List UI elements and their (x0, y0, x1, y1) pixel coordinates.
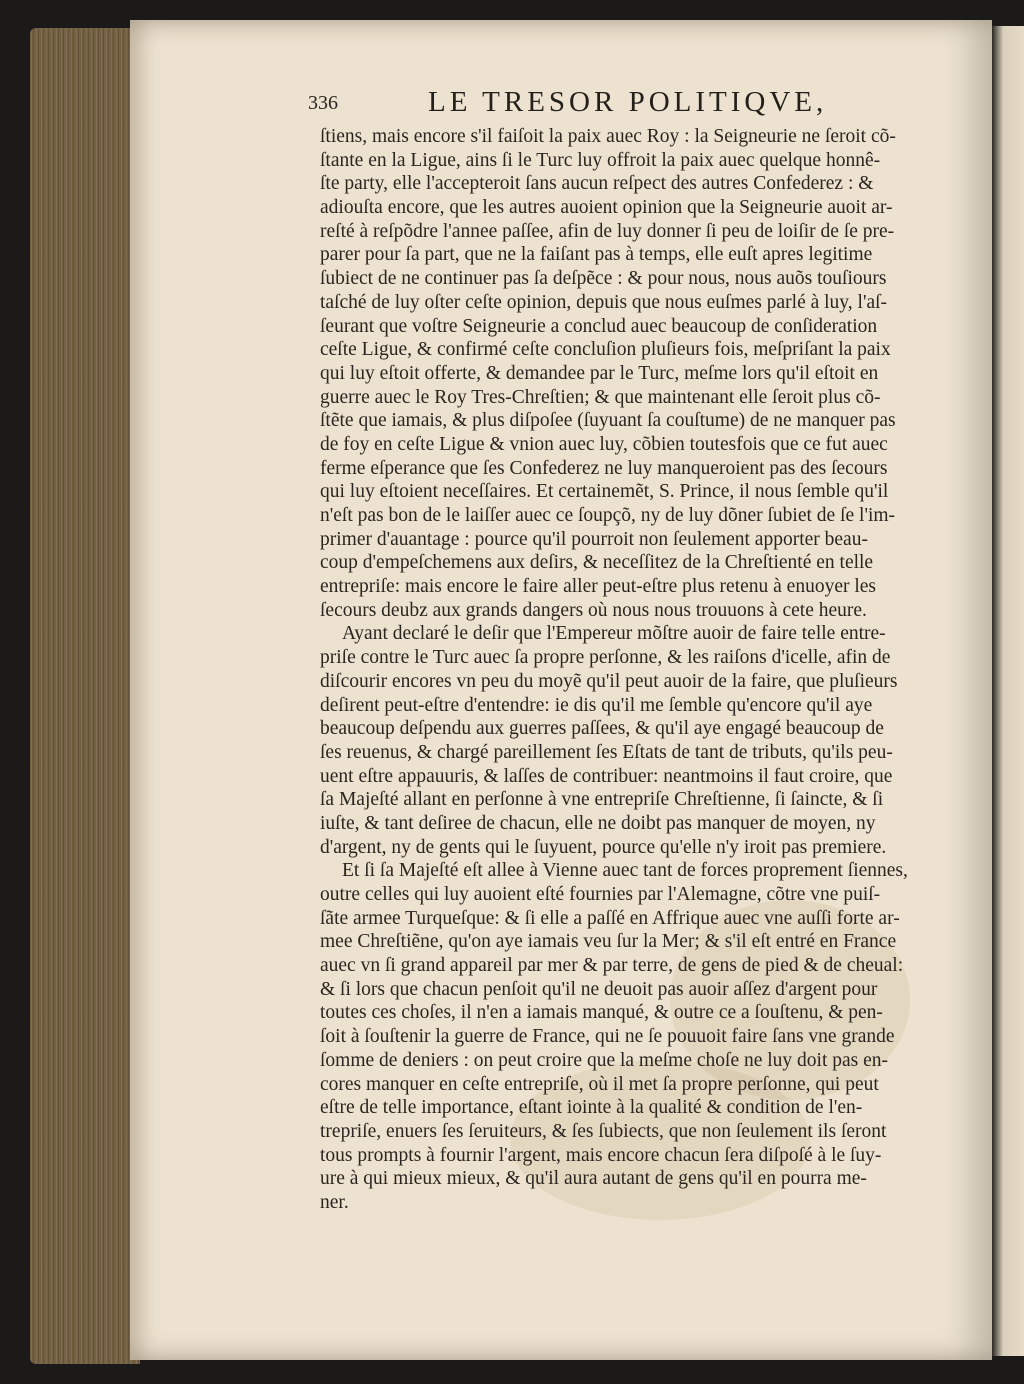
page-number: 336 (308, 92, 338, 114)
text-line: guerre auec le Roy Tres-Chreſtien; & que maintenant elle ſeroit plus cõ- (320, 386, 881, 408)
text-line: ſa Majeſté allant en perſonne à vne entrepriſe Chreſtienne, ſi ſaincte, & ſi (320, 789, 884, 811)
text-line: deſirent peut-eſtre d'entendre: ie dis qu'il me ſemble qu'encore qu'il aye (320, 694, 873, 716)
text-line: diſcourir encores vn peu du moyẽ qu'il peut auoir de la faire, que pluſieurs (320, 670, 898, 692)
text-line: ſtẽte que iamais, & plus diſpoſee (ſuyuant ſa couſtume) de ne manquer pas (320, 410, 896, 432)
text-line: coup d'empeſchemens aux deſirs, & neceſſitez de la Chreſtienté en telle (320, 552, 874, 574)
text-line: ceſte Ligue, & confirmé ceſte concluſion pluſieurs fois, meſpriſant la paix (320, 339, 891, 361)
body-text (320, 125, 960, 1213)
text-line: trepriſe, enuers ſes ſeruiteurs, & ſes ſubiects, que non ſeulement ils ſeront (320, 1120, 887, 1142)
text-line: eſtre de telle importance, eſtant iointe à la qualité & condition de l'en- (320, 1097, 863, 1119)
text-line: ſtiens, mais encore s'il faiſoit la paix auec Roy : la Seigneurie ne ſeroit cõ- (320, 126, 896, 147)
text-line: toutes ces choſes, il n'en a iamais manqué, & outre ce a ſouſtenu, & pen- (320, 1002, 883, 1024)
text-line: adiouſta encore, que les autres auoient opinion que la Seigneurie auoit ar- (320, 197, 893, 219)
text-line: ſte party, elle l'accepteroit ſans aucun reſpect des autres Confederez : & (320, 173, 874, 195)
text-line: mee Chreſtiẽne, qu'on aye iamais veu ſur la Mer; & s'il eſt entré en France (320, 931, 897, 953)
text-line: ſeurant que voſtre Seigneurie a conclud auec beaucoup de conſideration (320, 315, 878, 337)
paragraph-start-line: Ayant declaré le deſir que l'Empereur mõſtre auoir de faire telle entre- (342, 623, 886, 645)
text-line: ſecours deubz aux grands dangers où nous nous trouuons à cete heure. (320, 599, 867, 621)
text-line: tous prompts à fournir l'argent, mais encore chacun ſera diſpoſé à le ſuy- (320, 1144, 882, 1166)
text-line: beaucoup deſpendu aux guerres paſſees, & qu'il aye engagé beaucoup de (320, 718, 884, 740)
book-fore-edge (30, 28, 140, 1364)
text-line: cores manquer en ceſte entrepriſe, où il met ſa propre perſonne, qui peut (320, 1073, 879, 1095)
text-line: n'eſt pas bon de le laiſſer auec ce ſoupçõ, ny de luy dõner ſubiet de ſe l'im- (320, 505, 896, 526)
text-line: primer d'auantage : pource qu'il pourroit non ſeulement apporter beau- (320, 528, 868, 550)
text-line: parer pour ſa part, que ne la faiſant pas à temps, elle euſt apres legitime (320, 244, 873, 266)
text-line: ſes reuenus, & chargé pareillement ſes Eſtats de tant de tributs, qu'ils peu- (320, 741, 893, 763)
running-head (308, 86, 948, 126)
text-line: outre celles qui luy auoient eſté fournies par l'Alemagne, cõtre vne puiſ- (320, 884, 881, 905)
text-line: qui luy eſtoient neceſſaires. Et certainemẽt, S. Prince, il nous ſemble qu'il (320, 481, 889, 503)
text-line: ſoit à ſouſtenir la guerre de France, qui ne ſe pouuoit faire ſans vne grande (320, 1026, 895, 1048)
text-line: ſubiect de ne continuer pas ſa deſpẽce : & pour nous, nous auõs touſiours (320, 268, 887, 290)
running-title: LE TRESOR POLITIQVE, (428, 86, 828, 118)
text-line: ferme eſperance que ſes Confederez ne luy manqueroient pas des ſecours (320, 457, 888, 479)
facing-page-edge (992, 26, 1024, 1356)
text-line: iuſte, & tant deſiree de chacun, elle ne doibt pas manquer de moyen, ny (320, 812, 876, 834)
text-line: de foy en ceſte Ligue & vnion auec luy, cõbien toutesfois que ce fut auec (320, 433, 888, 455)
text-line: ſãte armee Turqueſque: & ſi elle a paſſé en Affrique auec vne auſſi forte ar- (320, 907, 900, 929)
text-line: uent eſtre appauuris, & laſſes de contribuer: neantmoins il faut croire, que (320, 765, 893, 787)
text-line: priſe contre le Turc auec ſa propre perſonne, & les raiſons d'icelle, afin de (320, 647, 891, 669)
text-line: qui luy eſtoit offerte, & demandee par le Turc, meſme lors qu'il eſtoit en (320, 362, 879, 384)
text-line: ure à qui mieux mieux, & qu'il aura autant de gens qu'il en pourra me- (320, 1168, 867, 1190)
text-line: reſté à reſpõdre l'annee paſſee, afin de luy donner ſi peu de loiſir de ſe pre- (320, 220, 895, 242)
text-line: ſtante en la Ligue, ains ſi le Turc luy offroit la paix auec quelque honnê- (320, 149, 881, 171)
text-line: & ſi lors que chacun penſoit qu'il ne deuoit pas auoir aſſez d'argent pour (320, 978, 878, 1000)
text-line: ſomme de deniers : on peut croire que la meſme choſe ne luy doit pas en- (320, 1049, 889, 1071)
text-line: entrepriſe: mais encore le faire aller peut-eſtre plus retenu à enuoyer les (320, 576, 877, 598)
text-line: d'argent, ny de gents qui le ſuyuent, pource qu'elle n'y iroit pas premiere. (320, 836, 887, 858)
text-line: auec vn ſi grand appareil par mer & par terre, de gens de pied & de cheual: (320, 955, 904, 977)
text-line: ner. (320, 1191, 349, 1213)
paragraph-start-line: Et ſi ſa Majeſté eſt allee à Vienne auec tant de forces proprement ſiennes, (342, 860, 908, 882)
text-line: taſché de luy oſter ceſte opinion, depuis que nous euſmes parlé à luy, l'aſ- (320, 291, 888, 313)
